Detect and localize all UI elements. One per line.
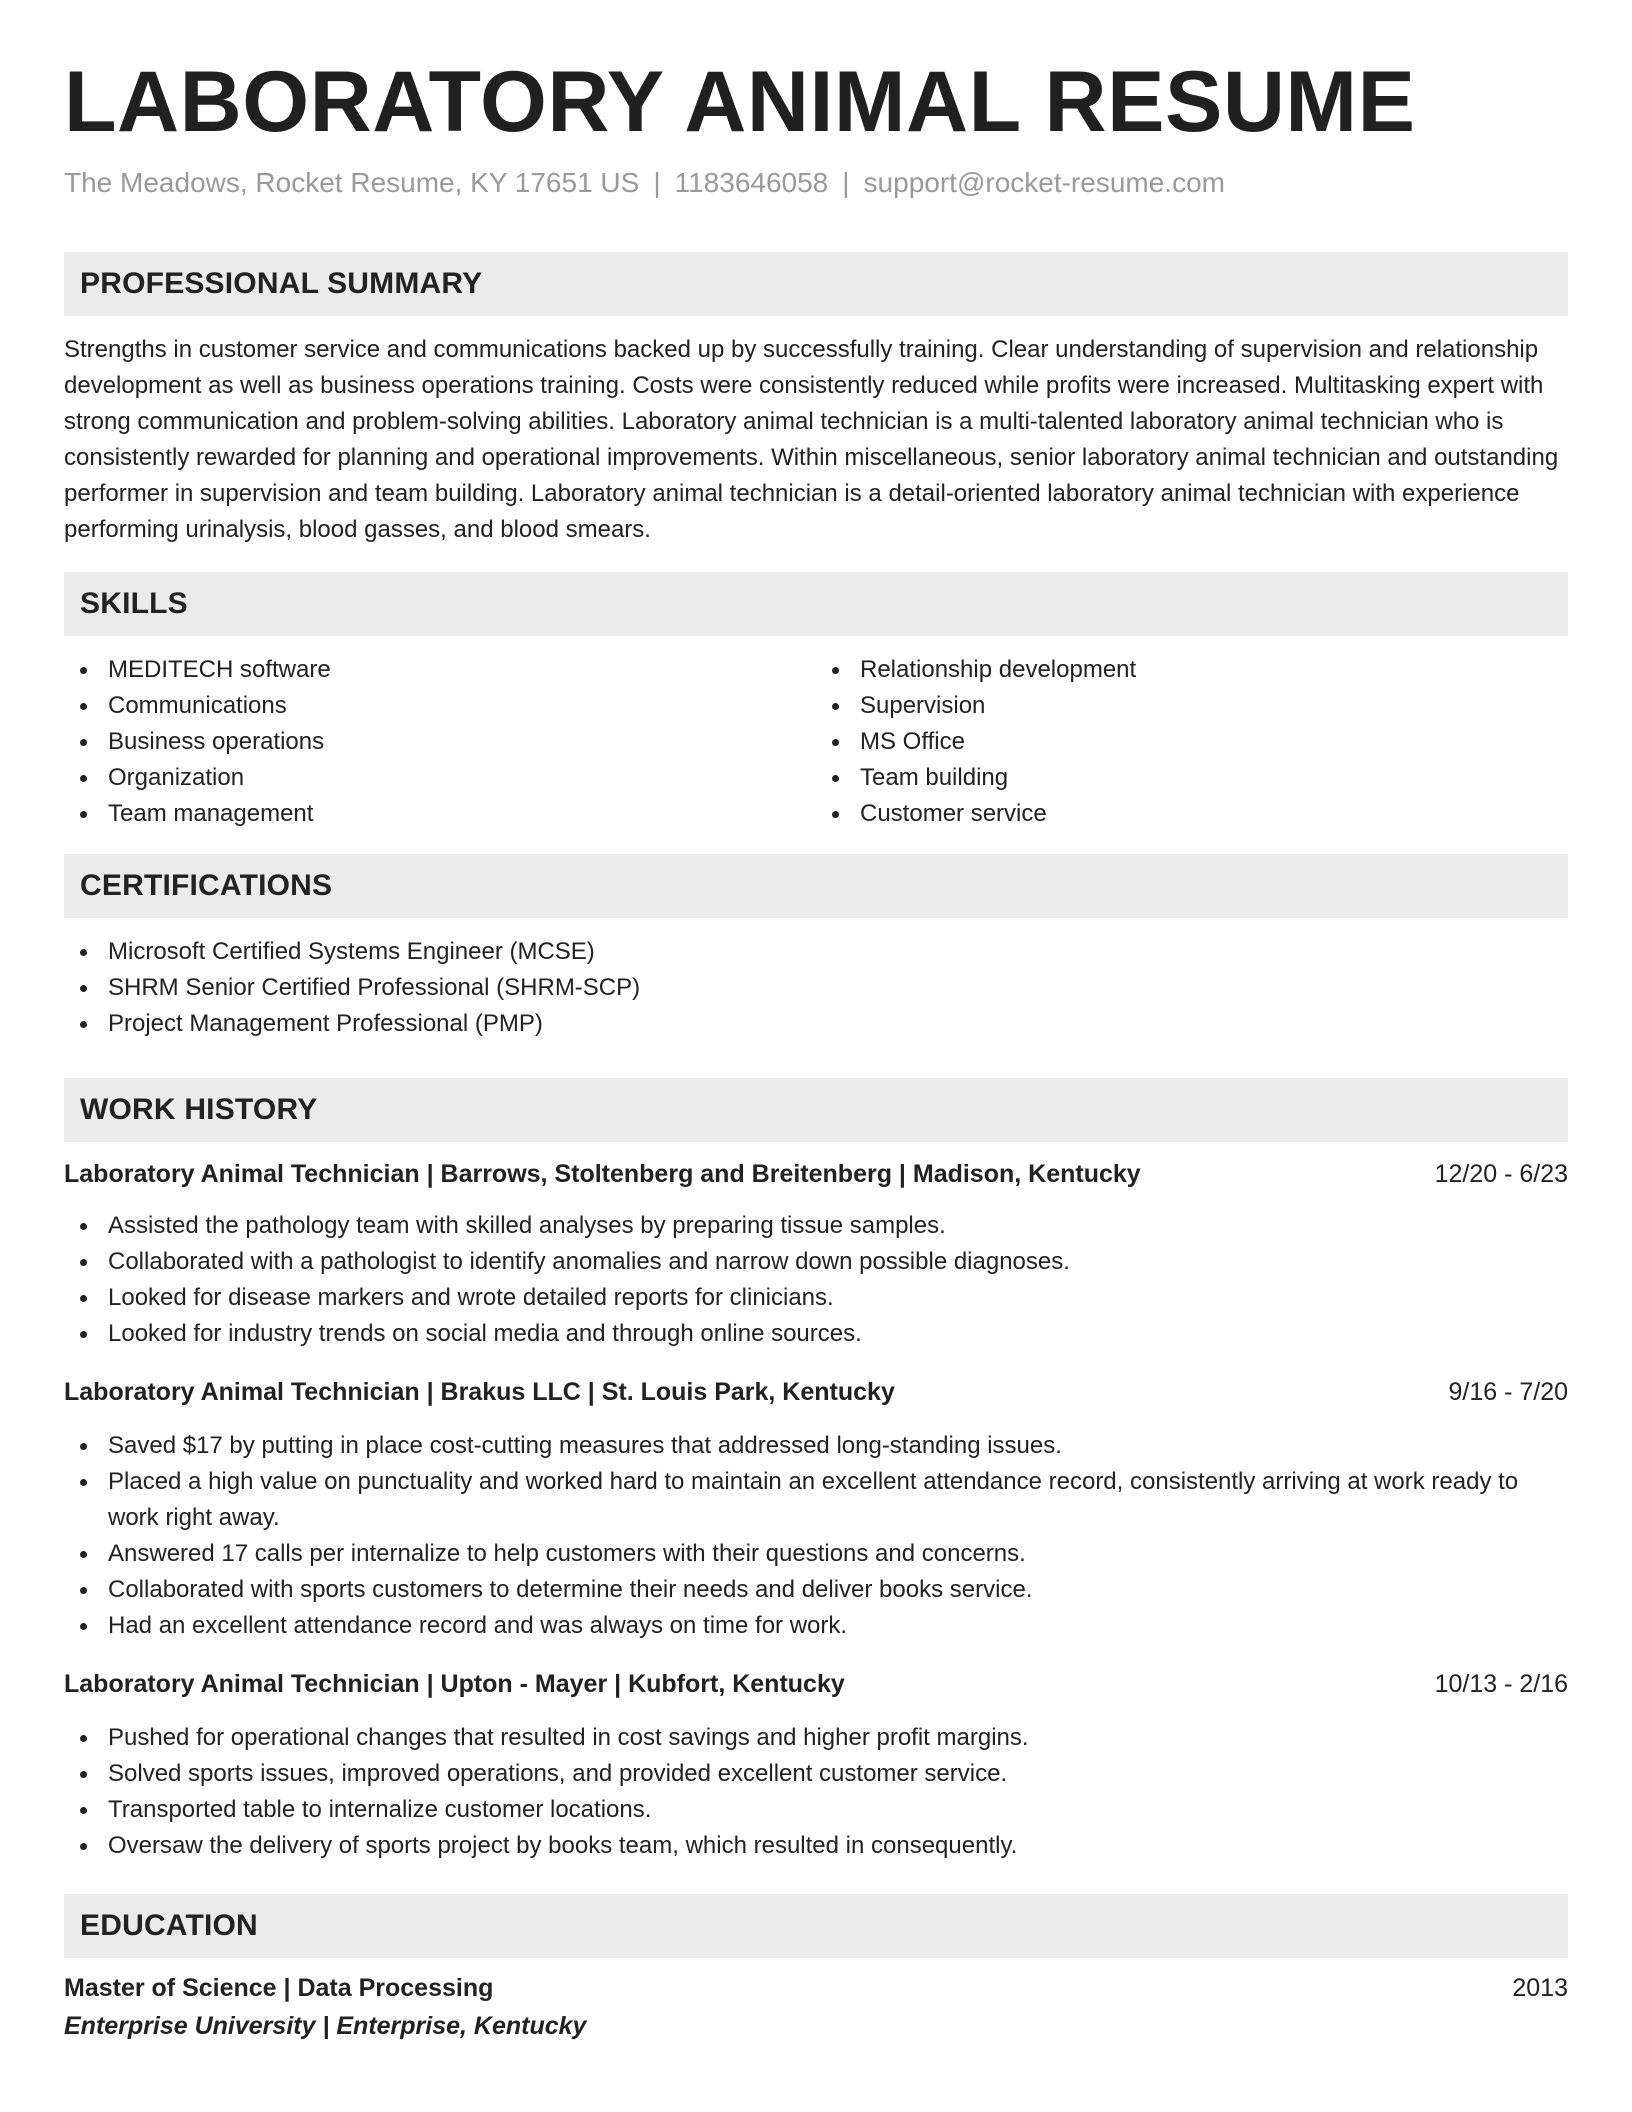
- list-item: SHRM Senior Certified Professional (SHRM-SCP): [64, 970, 1568, 1006]
- job-dates: 10/13 - 2/16: [1434, 1670, 1568, 1698]
- section-header-summary: PROFESSIONAL SUMMARY: [64, 252, 1568, 316]
- list-item: Transported table to internalize customer locations.: [64, 1792, 1568, 1828]
- skills-column-right: [816, 652, 1568, 832]
- list-item: Communications: [64, 688, 816, 724]
- list-item: Saved $17 by putting in place cost-cutting measures that addressed long-standing issues.: [64, 1428, 1568, 1464]
- job-dates: 9/16 - 7/20: [1448, 1378, 1568, 1406]
- education-entry: [64, 1970, 1568, 2044]
- job-dates: 12/20 - 6/23: [1434, 1160, 1568, 1188]
- list-item: Microsoft Certified Systems Engineer (MCSE): [64, 934, 1568, 970]
- contact-address: The Meadows, Rocket Resume, KY 17651 US: [64, 167, 640, 198]
- section-header-education: EDUCATION: [64, 1894, 1568, 1958]
- contact-phone: 1183646058: [674, 167, 829, 198]
- skills-column-left: [64, 652, 816, 832]
- education-year: 2013: [1512, 1974, 1568, 2002]
- education-school: Enterprise University | Enterprise, Kentucky: [64, 2012, 587, 2040]
- list-item: Team building: [816, 760, 1568, 796]
- list-item: MEDITECH software: [64, 652, 816, 688]
- list-item: Business operations: [64, 724, 816, 760]
- list-item: Had an excellent attendance record and was always on time for work.: [64, 1608, 1568, 1644]
- list-item: Collaborated with sports customers to determine their needs and deliver books service.: [64, 1572, 1568, 1608]
- job-title: Laboratory Animal Technician | Brakus LLC | St. Louis Park, Kentucky: [64, 1378, 895, 1406]
- list-item: Solved sports issues, improved operations, and provided excellent customer service.: [64, 1756, 1568, 1792]
- job-bullets: [64, 1720, 1568, 1864]
- list-item: Oversaw the delivery of sports project by books team, which resulted in consequently.: [64, 1828, 1568, 1864]
- resume-name: LABORATORY ANIMAL RESUME: [64, 54, 1416, 150]
- list-item: Organization: [64, 760, 816, 796]
- job-title: Laboratory Animal Technician | Barrows, Stoltenberg and Breitenberg | Madison, Kentucky: [64, 1160, 1141, 1188]
- list-item: Looked for disease markers and wrote detailed reports for clinicians.: [64, 1280, 1568, 1316]
- list-item: Customer service: [816, 796, 1568, 832]
- section-header-certifications: CERTIFICATIONS: [64, 854, 1568, 918]
- skills-grid: [64, 652, 1568, 832]
- job-header: [64, 1666, 1568, 1702]
- skills-list-right: [816, 652, 1568, 832]
- job-header: [64, 1156, 1568, 1192]
- list-item: MS Office: [816, 724, 1568, 760]
- education-header: [64, 1970, 1568, 2006]
- education-degree: Master of Science | Data Processing: [64, 1974, 494, 2002]
- list-item: Project Management Professional (PMP): [64, 1006, 1568, 1042]
- section-header-skills: SKILLS: [64, 572, 1568, 636]
- skills-list-left: [64, 652, 816, 832]
- job-bullets: [64, 1208, 1568, 1352]
- job-header: [64, 1374, 1568, 1410]
- list-item: Assisted the pathology team with skilled analyses by preparing tissue samples.: [64, 1208, 1568, 1244]
- contact-line: [64, 166, 1568, 200]
- section-header-work-history: WORK HISTORY: [64, 1078, 1568, 1142]
- list-item: Looked for industry trends on social media and through online sources.: [64, 1316, 1568, 1352]
- contact-separator: |: [653, 167, 661, 198]
- contact-email: support@rocket-resume.com: [863, 167, 1225, 198]
- contact-separator: |: [842, 167, 850, 198]
- list-item: Answered 17 calls per internalize to help customers with their questions and concerns.: [64, 1536, 1568, 1572]
- list-item: Collaborated with a pathologist to identify anomalies and narrow down possible diagnoses.: [64, 1244, 1568, 1280]
- list-item: Placed a high value on punctuality and worked hard to maintain an excellent attendance record, consistently arriving at work ready to work right away.: [64, 1464, 1568, 1536]
- job-title: Laboratory Animal Technician | Upton - Mayer | Kubfort, Kentucky: [64, 1670, 845, 1698]
- job-entry: [64, 1156, 1568, 1352]
- list-item: Pushed for operational changes that resulted in cost savings and higher profit margins.: [64, 1720, 1568, 1756]
- job-bullets: [64, 1428, 1568, 1644]
- certifications-list: [64, 934, 1568, 1042]
- job-entry: [64, 1374, 1568, 1644]
- list-item: Relationship development: [816, 652, 1568, 688]
- summary-text: Strengths in customer service and communications backed up by successfully training. Clear understanding of supervision and relationship development as well as business operations training. Costs were consistently reduced while profits were increased. Multitasking expert with strong communication and problem-solving abilities. Laboratory animal technician is a multi-talented laboratory animal technician who is consistently rewarded for planning and operational improvements. Within miscellaneous, senior laboratory animal technician and outstanding performer in supervision and team building. Laboratory animal technician is a detail-oriented laboratory animal technician with experience performing urinalysis, blood gasses, and blood smears.: [64, 336, 1559, 543]
- list-item: Team management: [64, 796, 816, 832]
- job-entry: [64, 1666, 1568, 1864]
- list-item: Supervision: [816, 688, 1568, 724]
